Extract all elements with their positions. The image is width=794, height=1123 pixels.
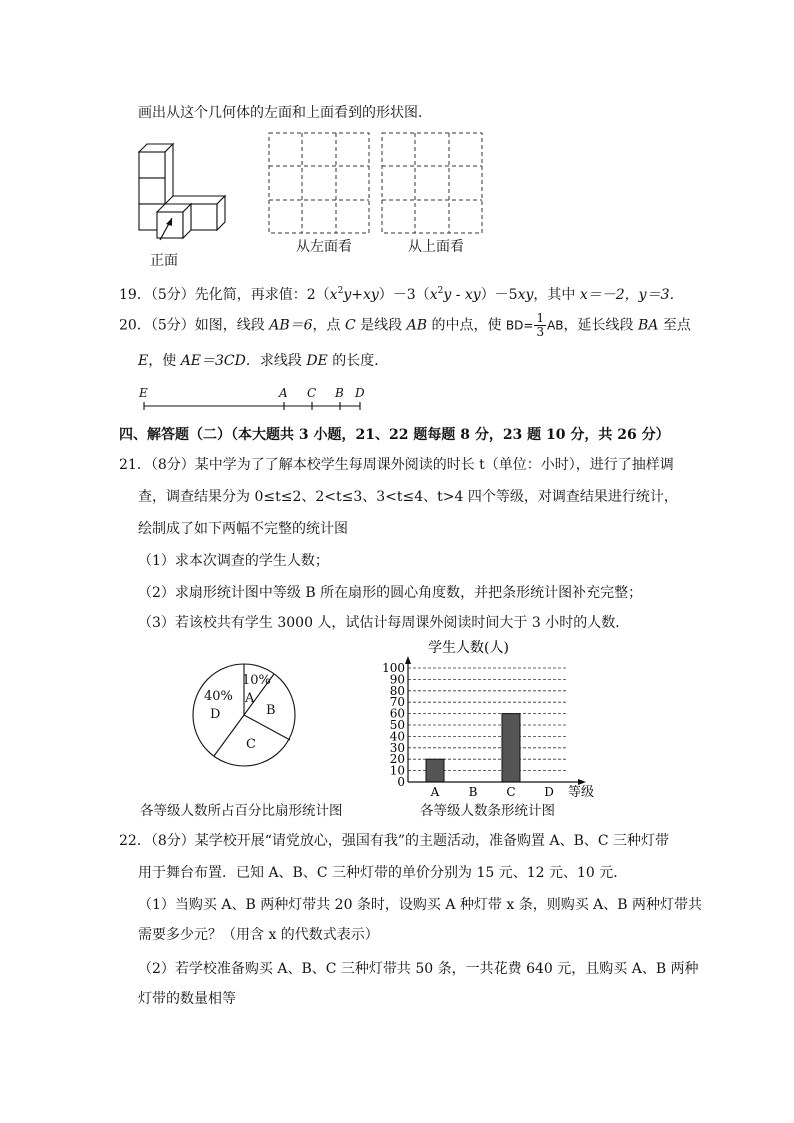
q21-sub3: （3）若该校共有学生 3000 人，试估计每周课外阅读时间大于 3 小时的人数． [138, 615, 630, 631]
point-E: E [139, 386, 148, 400]
q22-sub2b: 灯带的数量相等 [138, 991, 236, 1007]
bar-C [502, 714, 520, 782]
q21-sub1: （1）求本次调查的学生人数； [138, 553, 329, 569]
q21-sub2: （2）求扇形统计图中等级 B 所在扇形的圆心角度数，并把条形统计图补充完整； [138, 585, 643, 601]
q21-line2: 查，调查结果分为 0≤t≤2、2<t≤3、3<t≤4、t>4 四个等级，对调查结果进行统计， [138, 489, 678, 505]
q22-sub1a: （1）当购买 A、B 两种灯带共 20 条时，设购买 A 种灯带 x 条，则购买 A、B 两种灯带共 [138, 897, 703, 913]
pie-label-a: A [245, 691, 255, 706]
bar-chart-xlabel: 等级 [568, 785, 595, 800]
front-label: 正面 [150, 253, 178, 269]
pie-pct-a: 10% [242, 673, 271, 688]
y-tick-label: 60 [389, 706, 405, 721]
q20-line1: 20．（5分）如图，线段 AB＝6，点 C 是线段 AB 的中点，使 BD= $\frac{1}{3}$ AB，延长线段 BA 至点 [119, 311, 691, 339]
q20-line2: E，使 AE＝3CD．求线段 DE 的长度． [138, 353, 389, 369]
cube-solid [139, 144, 225, 238]
point-D: D [355, 386, 365, 400]
y-tick-label: 70 [389, 695, 405, 710]
y-tick-label: 50 [389, 718, 405, 732]
y-tick-label: 10 [389, 763, 405, 778]
y-tick-label: 100 [382, 661, 405, 675]
pie-label-b: B [266, 703, 276, 718]
y-tick-label: 80 [389, 683, 405, 698]
pie-label-c: C [246, 737, 256, 752]
y-tick-label: 0 [397, 775, 405, 789]
bar-chart-ylabel: 学生人数(人) [428, 640, 509, 656]
section-4-heading: 四、解答题（二）（本大题共 3 小题，21、22 题每题 8 分，23 题 10 分，共 26 分） [119, 427, 670, 443]
point-A: A [279, 386, 288, 400]
q19: 19．（5分）先化简，再求值：$2(x^2y+xy)-3(x^2y - xy)-5xy$，其中 x＝－2，y＝3． [119, 286, 684, 303]
x-tick-label: A [430, 785, 440, 799]
y-tick-label: 30 [389, 740, 405, 755]
x-tick-label: B [468, 785, 478, 799]
left-view-label: 从左面看 [296, 239, 352, 255]
q21-line1: 21．（8分）某中学为了了解本校学生每周课外阅读的时长 t（单位：小时），进行了抽样调 [119, 457, 674, 473]
q18-figure [130, 128, 610, 270]
x-tick-label: D [544, 785, 554, 799]
y-tick-label: 20 [389, 752, 405, 767]
pie-pct-d: 40% [204, 689, 233, 704]
fraction-one-third: $\frac{1}{3}$ [536, 311, 545, 339]
q20-segment-figure [136, 382, 376, 414]
q22-line2: 用于舞台布置．已知 A、B、C 三种灯带的单价分别为 15 元、12 元、10 元． [138, 865, 628, 881]
q22-sub1b: 需要多少元？（用含 x 的代数式表示） [138, 927, 379, 943]
left-view-grid [269, 133, 369, 233]
pie-caption: 各等级人数所占百分比扇形统计图 [140, 803, 343, 819]
pie-chart [190, 660, 300, 770]
y-tick-label: 90 [389, 672, 405, 687]
q22-sub2a: （2）若学校准备购买 A、B、C 三种灯带共 50 条，一共花费 640 元，且购买 A、B 两种 [138, 961, 699, 977]
bar-A [426, 759, 444, 782]
bar-chart [370, 634, 610, 802]
q22-line1: 22．（8分）某学校开展“请党放心，强国有我”的主题活动，准备购置 A、B、C 三种灯带 [119, 833, 670, 849]
top-view-grid [382, 133, 482, 233]
point-C: C [307, 386, 317, 400]
q18-instruction: 画出从这个几何体的左面和上面看到的形状图． [138, 105, 432, 121]
top-view-label: 从上面看 [408, 239, 464, 255]
q21-line3: 绘制成了如下两幅不完整的统计图 [138, 521, 348, 537]
bar-caption: 各等级人数条形统计图 [420, 803, 555, 819]
pie-label-d: D [210, 707, 221, 722]
x-tick-label: C [506, 785, 516, 799]
y-tick-label: 40 [389, 729, 405, 744]
point-B: B [335, 386, 344, 400]
y-axis-arrow-icon [405, 656, 411, 664]
